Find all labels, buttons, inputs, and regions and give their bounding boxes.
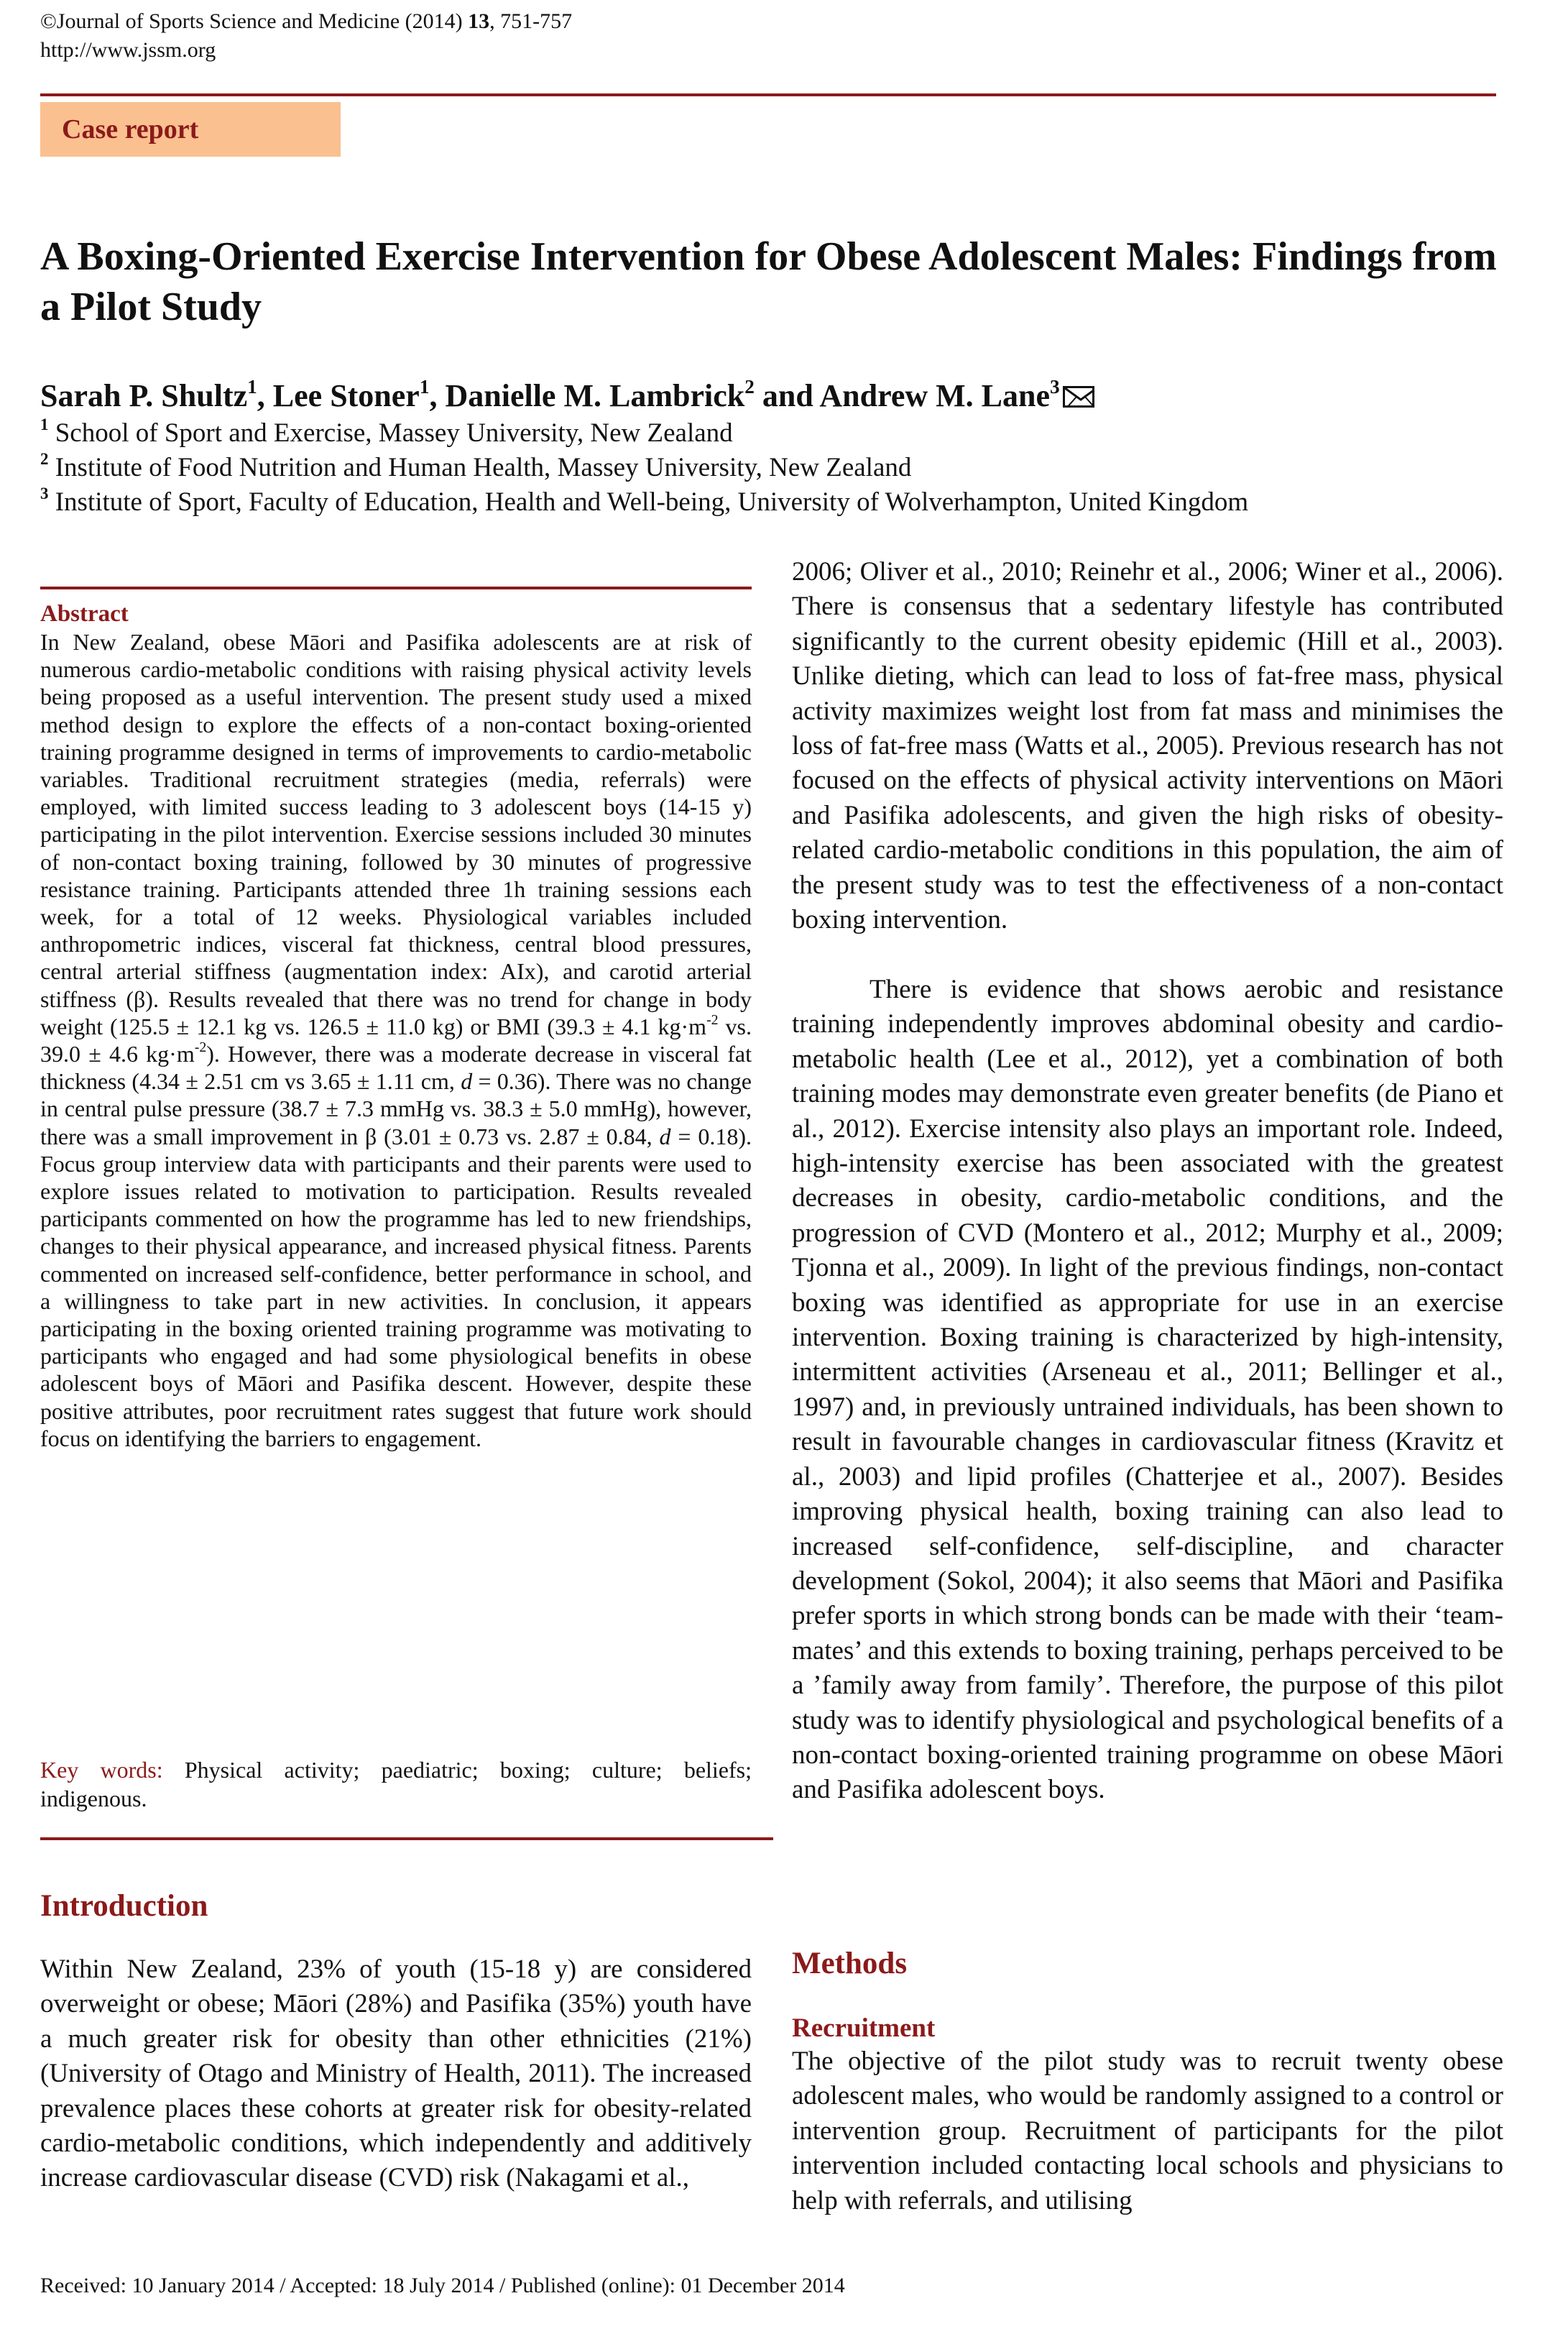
methods-heading: Methods [792, 1947, 908, 1980]
author-affiliation-mark: 2 [744, 375, 755, 398]
article-title: A Boxing-Oriented Exercise Intervention for Obese Adolescent Males: Findings from a Pilot Study [40, 234, 1497, 329]
author-name: Andrew M. Lane [819, 378, 1051, 413]
header-rule [40, 93, 1496, 96]
abstract-top-rule [40, 587, 752, 589]
introduction-paragraph-continued: 2006; Oliver et al., 2010; Reinehr et al., 2006; Winer et al., 2006). There is consensus that a sedentary lifestyle has contributed significantly to the current obesity epidemic (Hill et al., 2003). Unlike dieting, which can lead to loss of fat-free mass, physical activity maximizes weight lost from fat mass and minimises the loss of fat-free mass (Watts et al., 2005). Previous research has not focused on the effects of physical activity interventions on Māori and Pasifika adolescents, and given the high risks of obesity-related cardio-metabolic conditions in this population, the aim of the present study was to test the effectiveness of a non-contact boxing intervention. [792, 557, 1503, 935]
envelope-icon[interactable] [1063, 386, 1094, 408]
author-name: Sarah P. Shultz [40, 378, 248, 413]
affiliation [40, 451, 1521, 484]
author-affiliation-mark: 1 [419, 375, 430, 398]
introduction-paragraph: There is evidence that shows aerobic and resistance training independently improves abdominal obesity and cardio-metabolic health (Lee et al., 2012), yet a combination of both training modes may demonstrate even greater benefits (de Piano et al., 2012). Exercise intensity also plays an important role. Indeed, high-intensity exercise has been associated with the greatest decreases in obesity, cardio-metabolic conditions, and the progression of CVD (Montero et al., 2012; Murphy et al., 2009; Tjonna et al., 2009). In light of the previous findings, non-contact boxing was identified as appropriate for use in an exercise intervention. Boxing training is characterized by high-intensity, intermittent activities (Arseneau et al., 2011; Bellinger et al., 1997) and, in previously untrained individuals, has been shown to result in favourable changes in cardiovascular fitness (Kravitz et al., 2003) and lipid profiles (Chatterjee et al., 2007). Besides improving physical health, boxing training can also lead to increased self-confidence, self-discipline, and character development (Sokol, 2004); it also seems that Māori and Pasifika prefer sports in which strong bonds can be made with their ‘team-mates’ and this extends to boxing training, perhaps perceived to be a ’family away from family’. Therefore, the purpose of this pilot study was to identify physiological and psychological benefits of a non-contact boxing-oriented training programme on obese Māori and Pasifika adolescent boys. [792, 975, 1503, 1805]
journal-volume: 13 [468, 9, 490, 33]
affiliation-mark: 2 [40, 450, 49, 469]
keywords-label: Key words: [40, 1757, 163, 1783]
affiliation-mark: 3 [40, 484, 49, 503]
recruitment-subheading: Recruitment [792, 2013, 936, 2043]
article-type-label: Case report [40, 102, 341, 157]
author-name: Lee Stoner [272, 378, 420, 413]
keywords [40, 1755, 752, 1813]
affiliation [40, 417, 1521, 450]
affiliation-text: Institute of Food Nutrition and Human Health, Massey University, New Zealand [48, 453, 912, 482]
affiliation-text: Institute of Sport, Faculty of Education, Health and Well-being, University of Wolverhampton, United Kingdom [48, 487, 1249, 517]
affiliation [40, 486, 1521, 519]
author-affiliation-mark: 3 [1050, 375, 1060, 398]
journal-url[interactable]: http://www.jssm.org [40, 38, 216, 62]
author-name: Danielle M. Lambrick [445, 378, 745, 413]
author-separator: and [754, 378, 820, 413]
affiliation-mark: 1 [40, 415, 49, 434]
journal-line-prefix: ©Journal of Sports Science and Medicine (2014) [40, 9, 469, 33]
introduction-heading: Introduction [40, 1889, 208, 1923]
publication-dates: Received: 10 January 2014 / Accepted: 18 July 2014 / Published (online): 01 December 2014 [40, 2274, 845, 2297]
introduction-paragraph: Within New Zealand, 23% of youth (15-18 y) are considered overweight or obese; Māori (28%) and Pasifika (35%) youth have a much greater risk for obesity than other ethnicities (21%) (University of Otago and Ministry of Health, 2011). The increased prevalence places these cohorts at greater risk for obesity-related cardio-metabolic conditions, which independently and additively increase cardiovascular disease (CVD) risk (Nakagami et al., [40, 1954, 752, 2193]
author-separator: , [429, 378, 446, 413]
abstract-paragraph: In New Zealand, obese Māori and Pasifika adolescents are at risk of numerous cardio-metabolic conditions with raising physical activity levels being proposed as a useful intervention. The present study used a mixed method design to explore the effects of a non-contact boxing-oriented training programme designed in terms of improvements to cardio-metabolic variables. Traditional recruitment strategies (media, referrals) were employed, with limited success leading to 3 adolescent boys (14-15 y) participating in the pilot intervention. Exercise sessions included 30 minutes of non-contact boxing training, followed by 30 minutes of progressive resistance training. Participants attended three 1h training sessions each week, for a total of 12 weeks. Physiological variables included anthropometric indices, visceral fat thickness, central blood pressures, central arterial stiffness (augmentation index: AIx), and carotid arterial stiffness (β). Results revealed that there was no trend for change in body weight (125.5 ± 12.1 kg vs. 126.5 ± 11.0 kg) or BMI (39.3 ± 4.1 $kg\cdot m^{-2}$ vs. 39.0 ± 4.6 $kg\cdot m^{-2}$). However, there was a moderate decrease in visceral fat thickness (4.34 ± 2.51 cm vs 3.65 ± 1.11 cm, d = 0.36). There was no change in central pulse pressure (38.7 ± 7.3 mmHg vs. 38.3 ± 5.0 mmHg), however, there was a small improvement in β (3.01 ± 0.73 vs. 2.87 ± 0.84, d = 0.18). Focus group interview data with participants and their parents were used to explore issues related to motivation to participation. Results revealed participants commented on how the programme has led to new friendships, changes to their physical appearance, and increased physical fitness. Parents commented on increased self-confidence, better performance in school, and a willingness to take part in new activities. In conclusion, it appears participating in the boxing oriented training programme was motivating to participants who engaged and had some physiological benefits in obese adolescent boys of Māori and Pasifika descent. However, despite these positive attributes, poor recruitment rates suggest that future work should focus on identifying the barriers to engagement. [40, 629, 752, 1451]
affiliation-text: School of Sport and Exercise, Massey University, New Zealand [48, 418, 733, 448]
abstract-text [40, 628, 752, 1452]
abstract-bottom-rule [40, 1837, 773, 1840]
author-separator: , [257, 378, 273, 413]
journal-pages: , 751-757 [489, 9, 573, 33]
methods-paragraph: The objective of the pilot study was to recruit twenty obese adolescent males, who would be randomly assigned to a control or intervention group. Recruitment of participants for the pilot intervention included contacting local schools and physicians to help with referrals, and utilising [792, 2047, 1503, 2215]
author-affiliation-mark: 1 [247, 375, 257, 398]
keywords-text: Physical activity; paediatric; boxing; culture; beliefs; indigenous. [40, 1757, 752, 1811]
abstract-heading: Abstract [40, 601, 129, 627]
journal-citation [40, 9, 572, 35]
author-list [40, 377, 1477, 415]
